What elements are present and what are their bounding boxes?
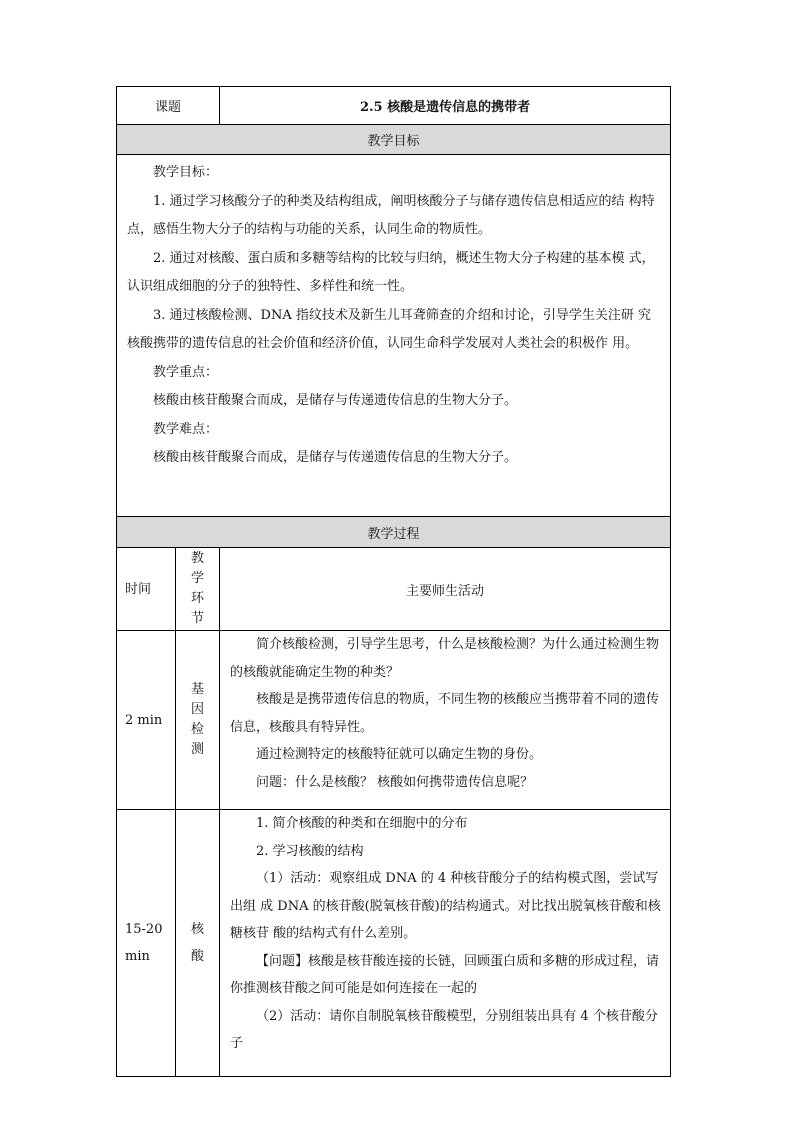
- stage-header-char: 节: [191, 611, 205, 626]
- key-point-label: 教学重点：: [153, 364, 219, 380]
- objective-item: 3. 通过核酸检测、DNA 指纹技术及新生儿耳聋筛查的介绍和讨论，引导学生关注研 究核酸携带的遗传信息的社会价值和经济价值，认同生命科学发展对人类社会的积极作 用。: [127, 307, 651, 351]
- activity-paragraph: 2. 学习核酸的结构: [256, 843, 364, 859]
- stage-char: 测: [191, 742, 205, 757]
- row-time-text: 2 min: [125, 712, 163, 728]
- stage-header-char: 教: [191, 551, 205, 566]
- objectives-content: [117, 155, 671, 517]
- process-row-gene-test: [117, 631, 671, 810]
- stage-char: 酸: [191, 949, 205, 964]
- activity-paragraph: （1）活动：观察组成 DNA 的 4 种核苷酸分子的结构模式图，尝试写出组 成 DNA 的核苷酸(脱氧核苷酸)的结构通式。对比找出脱氧核苷酸和核糖核苷 酸的结构式有什么差别。: [230, 871, 661, 941]
- stage-header-char: 学: [191, 571, 205, 586]
- process-columns-row: [117, 548, 671, 631]
- row-stage: [176, 810, 220, 1077]
- topic-row: [117, 87, 671, 125]
- process-heading-row: [117, 517, 671, 548]
- objectives-intro: 教学目标：: [153, 165, 219, 180]
- activity-column-header: 主要师生活动: [220, 548, 671, 631]
- activity-paragraph: 核酸是是携带遗传信息的物质，不同生物的核酸应当携带着不同的遗传 信息，核酸具有特异性。: [230, 692, 660, 735]
- stage-header-char: 环: [191, 591, 205, 606]
- row-activity: [220, 631, 671, 810]
- time-column-header: 时间: [117, 548, 176, 631]
- objective-item: 2. 通过对核酸、蛋白质和多糖等结构的比较与归纳，概述生物大分子构建的基本模 式，认识组成细胞的分子的独特性、多样性和统一性。: [127, 250, 655, 294]
- activity-paragraph: （2）活动：请你自制脱氧核苷酸模型，分别组装出具有 4 个核苷酸分子: [230, 1008, 658, 1051]
- row-time-text: min: [125, 949, 150, 964]
- objectives-heading-row: [117, 125, 671, 155]
- topic-title: 2.5 核酸是遗传信息的携带者: [220, 87, 671, 125]
- activity-paragraph: 问题：什么是核酸？ 核酸如何携带遗传信息呢？: [256, 774, 534, 790]
- stage-char: 基: [191, 682, 205, 697]
- stage-char: 检: [191, 722, 205, 737]
- key-point-text: 核酸由核苷酸聚合而成，是储存与传递遗传信息的生物大分子。: [153, 393, 518, 408]
- objective-item: 1. 通过学习核酸分子的种类及结构组成，阐明核酸分子与储存遗传信息相适应的结 构特点，感悟生物大分子的结构与功能的关系，认同生命的物质性。: [127, 193, 655, 237]
- activity-paragraph: 简介核酸检测，引导学生思考，什么是核酸检测？为什么通过检测生物 的核酸就能确定生物的种类？: [230, 637, 660, 680]
- stage-column-header: [176, 548, 220, 631]
- difficulty-text: 核酸由核苷酸聚合而成，是储存与传递遗传信息的生物大分子。: [153, 450, 518, 465]
- process-heading: 教学过程: [117, 517, 671, 548]
- activity-paragraph: 1. 简介核酸的种类和在细胞中的分布: [256, 816, 468, 831]
- row-activity: [220, 810, 671, 1077]
- row-stage: [176, 631, 220, 810]
- lesson-plan-table: [116, 86, 671, 1077]
- stage-char: 核: [191, 922, 205, 937]
- activity-paragraph: 通过检测特定的核酸特征就可以确定生物的身份。: [256, 747, 543, 762]
- activity-paragraph: 【问题】核酸是核苷酸连接的长链，回顾蛋白质和多糖的形成过程，请 你推测核苷酸之间可能是如何连接在一起的: [230, 953, 660, 996]
- difficulty-label: 教学难点：: [153, 421, 219, 437]
- row-time-text: 15-20: [125, 922, 163, 937]
- row-time: [117, 810, 176, 1077]
- objectives-row: [117, 155, 671, 517]
- process-row-nucleic-acid: [117, 810, 671, 1077]
- objectives-heading: 教学目标: [117, 125, 671, 155]
- row-time: [117, 631, 176, 810]
- topic-label: 课题: [117, 87, 220, 125]
- stage-char: 因: [191, 702, 205, 717]
